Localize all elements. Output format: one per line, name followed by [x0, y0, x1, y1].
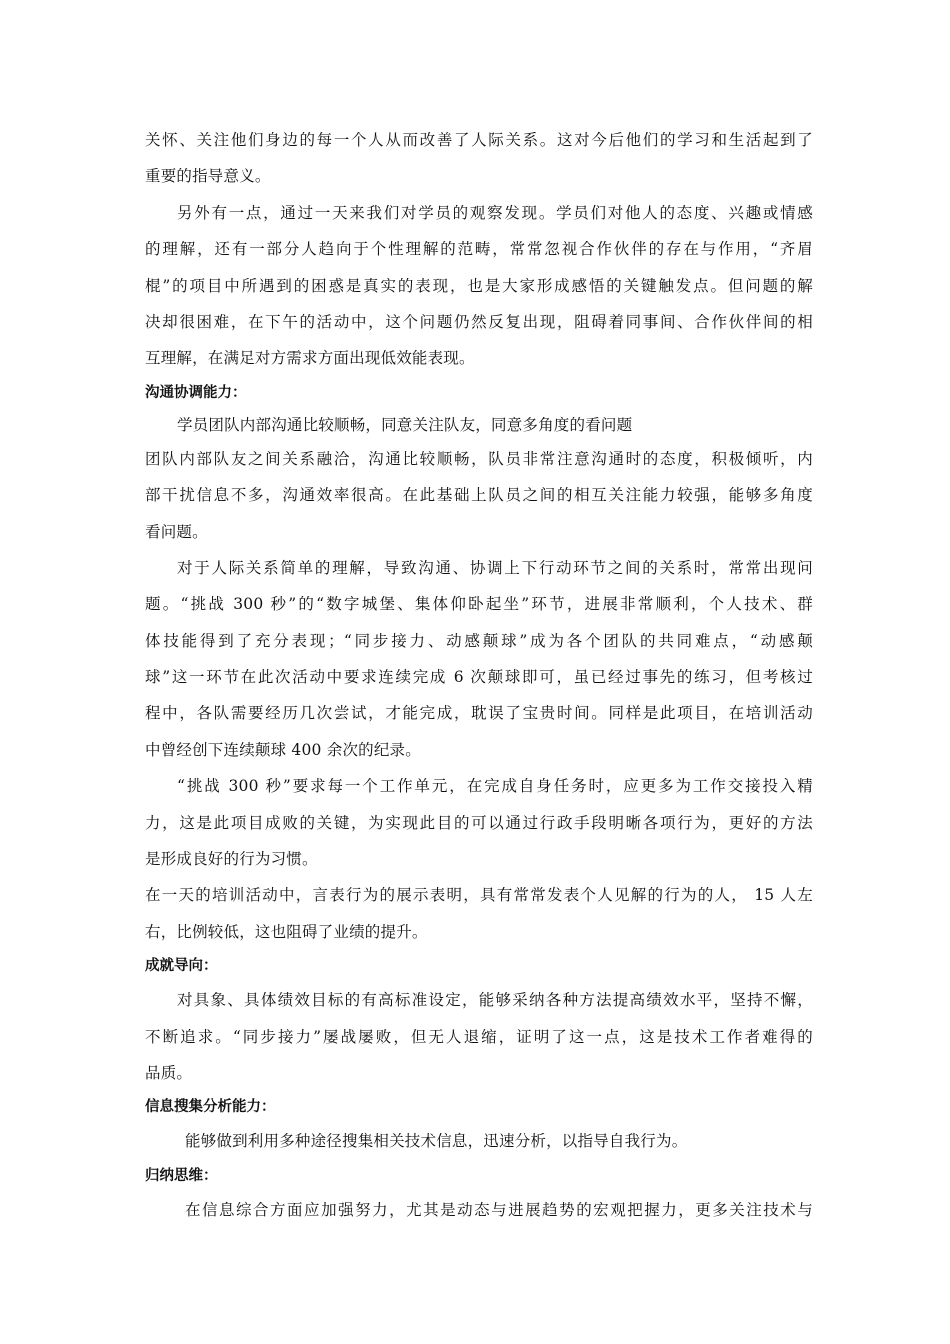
text-line: 球”这一环节在此次活动中要求连续完成 6 次颠球即可，虽已经过事先的练习，但考核过 [145, 668, 813, 687]
paragraph [145, 768, 813, 877]
text-line: 关怀、关注他们身边的每一个人从而改善了人际关系。这对今后他们的学习和生活起到了 [145, 131, 813, 149]
paragraph [145, 550, 813, 768]
text-line: 团队内部队友之间关系融洽，沟通比较顺畅，队员非常注意沟通时的态度，积极倾听，内 [145, 449, 813, 468]
text-line: 中曾经创下连续颠球 400 余次的纪录。 [145, 740, 421, 759]
text-line: 能够做到利用多种途径搜集相关技术信息，迅速分析，以指导自我行为。 [185, 1132, 688, 1151]
section-heading: 沟通协调能力： [145, 384, 247, 401]
text-line: 右，比例较低，这也阻碍了业绩的提升。 [145, 922, 428, 941]
text-line: 互理解，在满足对方需求方面出现低效能表现。 [145, 349, 475, 368]
text-line: 体技能得到了充分表现；“同步接力、动感颠球”成为各个团队的共同难点，“动感颠 [145, 631, 813, 650]
text-line: 对具象、具体绩效目标的有高标准设定，能够采纳各种方法提高绩效水平，坚持不懈， [177, 991, 813, 1010]
text-line: 重要的指导意义。 [145, 167, 271, 186]
paragraph [145, 441, 813, 550]
text-line: 部干扰信息不多，沟通效率很高。在此基础上队员之间的相互关注能力较强，能够多角度 [145, 486, 813, 505]
text-line: 棍”的项目中所遇到的困惑是真实的表现，也是大家形成感悟的关键触发点。但问题的解 [145, 276, 813, 295]
text-line: 是形成良好的行为习惯。 [145, 850, 318, 869]
paragraph [145, 982, 813, 1091]
text-line: 决却很困难，在下午的活动中，这个问题仍然反复出现，阻碍着同事间、合作伙伴间的相 [145, 312, 813, 331]
document-page [145, 122, 813, 1228]
text-line: 题。“挑战 300 秒”的“数字城堡、集体仰卧起坐”环节，进展非常顺利，个人技术、群 [145, 595, 813, 614]
text-line: 学员团队内部沟通比较顺畅，同意关注队友，同意多角度的看问题 [177, 415, 633, 434]
text-line: 对于人际关系简单的理解，导致沟通、协调上下行动环节之间的关系时，常常出现问 [177, 558, 813, 577]
paragraph [145, 409, 813, 441]
text-line: 看问题。 [145, 522, 208, 541]
paragraph [145, 1123, 813, 1159]
text-line: 的理解，还有一部分人趋向于个性理解的范畴，常常忽视合作伙伴的存在与作用，“齐眉 [145, 240, 813, 259]
text-line: “挑战 300 秒”要求每一个工作单元，在完成自身任务时，应更多为工作交接投入精 [177, 777, 813, 796]
section-heading: 成就导向： [145, 958, 218, 975]
text-line: 在信息综合方面应加强努力，尤其是动态与进展趋势的宏观把握力，更多关注技术与 [185, 1200, 813, 1219]
paragraph [145, 195, 813, 377]
paragraph [145, 122, 813, 195]
text-line: 程中，各队需要经历几次尝试，才能完成，耽误了宝贵时间。同样是此项目，在培训活动 [145, 704, 813, 723]
text-line: 品质。 [145, 1063, 193, 1082]
paragraph [145, 877, 813, 950]
section-heading: 归纳思维： [145, 1167, 218, 1184]
text-line: 另外有一点，通过一天来我们对学员的观察发现。学员们对他人的态度、兴趣或情感 [177, 203, 813, 222]
paragraph [145, 1192, 813, 1228]
section-heading: 信息搜集分析能力： [145, 1099, 276, 1116]
text-line: 在一天的培训活动中，言表行为的展示表明，具有常常发表个人见解的行为的人， 15 人左 [145, 886, 813, 905]
text-line: 力，这是此项目成败的关键，为实现此目的可以通过行政手段明晰各项行为，更好的方法 [145, 813, 813, 832]
text-line: 不断追求。“同步接力”屡战屡败，但无人退缩，证明了这一点，这是技术工作者难得的 [145, 1027, 813, 1046]
